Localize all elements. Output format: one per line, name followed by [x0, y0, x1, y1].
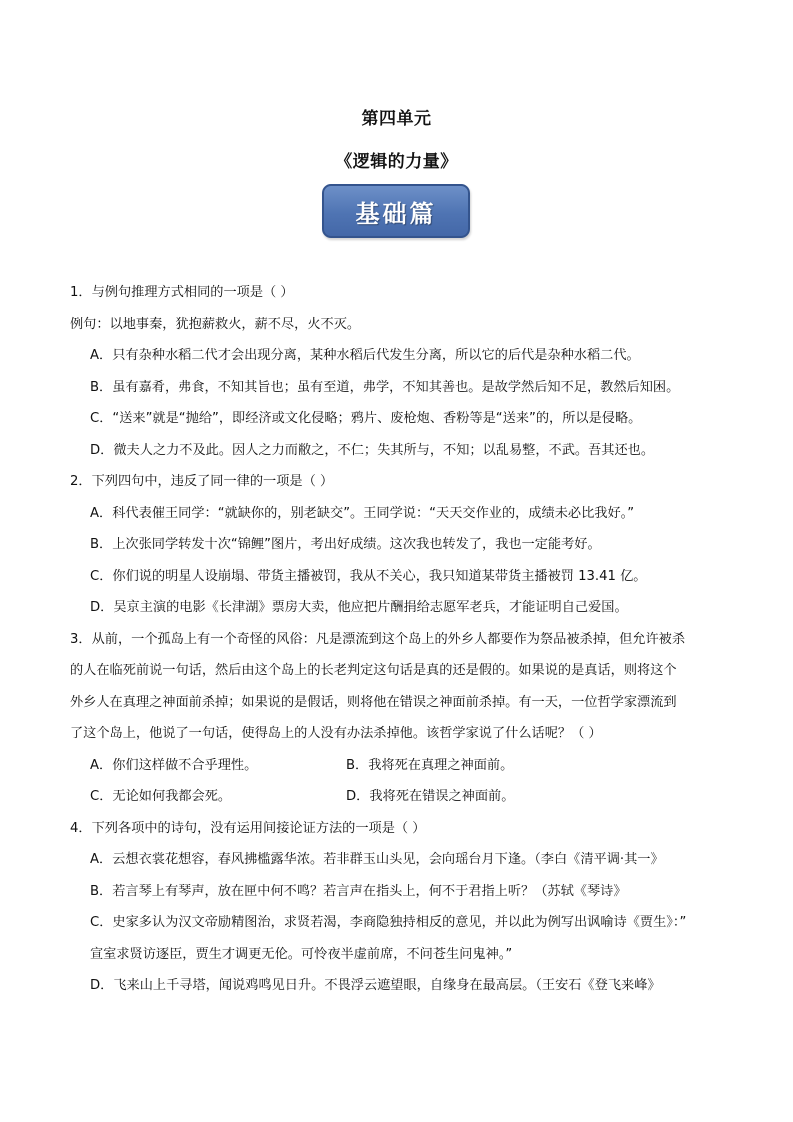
question-stem: 2．下列四句中，违反了同一律的一项是（ ） — [70, 474, 334, 489]
question-1 — [70, 277, 730, 466]
question-list — [70, 277, 730, 1002]
question-stem: 1．与例句推理方式相同的一项是（ ） — [70, 285, 294, 300]
option-d: D．我将死在错误之神面前。 — [346, 789, 515, 804]
option-b: B．虽有嘉肴，弗食，不知其旨也；虽有至道，弗学，不知其善也。是故学然后知不足，教然后知困。 — [90, 379, 680, 395]
option-a: A．云想衣裳花想容，春风拂槛露华浓。若非群玉山头见，会向瑶台月下逢。（李白《清平调·其一》 — [90, 852, 664, 867]
question-stem-line: 的人在临死前说一句话，然后由这个岛上的长老判定这句话是真的还是假的。如果说的是真话，则将这个 — [70, 663, 677, 678]
question-stem: 4．下列各项中的诗句，没有运用间接论证方法的一项是（ ） — [70, 820, 426, 836]
option-b: B．上次张同学转发十次“锦鲤”图片，考出好成绩。这次我也转发了，我也一定能考好。 — [90, 537, 601, 552]
question-2 — [70, 466, 730, 624]
option-d: D．飞来山上千寻塔，闻说鸡鸣见日升。不畏浮云遮望眼，自缘身在最高层。（王安石《登飞来峰》 — [90, 978, 661, 993]
question-3 — [70, 624, 730, 813]
lesson-title: 《逻辑的力量》 — [335, 152, 458, 172]
option-a: A．科代表催王同学：“就缺你的，别老缺交”。王同学说：“天天交作业的，成绩未必比我好。” — [90, 505, 635, 521]
section-badge — [322, 184, 470, 238]
example-sentence: 例句：以地事秦，犹抱薪救火，薪不尽，火不灭。 — [70, 316, 361, 332]
question-4 — [70, 813, 730, 1002]
option-c: C．“送来”就是“抛给”，即经济或文化侵略；鸦片、废枪炮、香粉等是“送来”的，所以是侵略。 — [90, 411, 642, 426]
section-badge-label: 基础篇 — [355, 198, 437, 228]
question-stem-line: 3．从前，一个孤岛上有一个奇怪的风俗：凡是漂流到这个岛上的外乡人都要作为祭品被杀掉，但允许被杀 — [70, 631, 686, 647]
option-c: C．史家多认为汉文帝励精图治，求贤若渴，李商隐独持相反的意见，并以此为例写出讽喻诗《贾生》：” — [90, 915, 687, 930]
question-stem-line: 了这个岛上，他说了一句话，使得岛上的人没有办法杀掉他。该哲学家说了什么话呢？（ ） — [70, 726, 602, 741]
option-c: C．你们说的明星人设崩塌、带货主播被罚，我从不关心，我只知道某带货主播被罚 13.41 亿。 — [90, 568, 647, 584]
option-d: D．微夫人之力不及此。因人之力而敝之，不仁；失其所与，不知；以乱易整，不武。吾其还也。 — [90, 442, 655, 458]
option-row — [70, 750, 730, 782]
option-a: A．只有杂种水稻二代才会出现分离，某种水稻后代发生分离，所以它的后代是杂种水稻二代。 — [90, 348, 640, 363]
option-c: C．无论如何我都会死。 — [90, 789, 232, 804]
option-row — [70, 781, 730, 813]
option-c-continued: 宣室求贤访逐臣，贾生才调更无伦。可怜夜半虚前席，不问苍生问鬼神。” — [90, 946, 513, 962]
unit-title: 第四单元 — [361, 109, 432, 129]
option-d: D．吴京主演的电影《长津湖》票房大卖，他应把片酬捐给志愿军老兵，才能证明自己爱国。 — [90, 600, 628, 615]
option-b: B．我将死在真理之神面前。 — [346, 757, 514, 773]
option-a: A．你们这样做不合乎理性。 — [90, 757, 258, 773]
question-stem-line: 外乡人在真理之神面前杀掉；如果说的是假话，则将他在错误之神面前杀掉。有一天，一位哲学家漂流到 — [70, 694, 677, 710]
option-b: B．若言琴上有琴声，放在匣中何不鸣？若言声在指头上，何不于君指上听？（苏轼《琴诗》 — [90, 883, 627, 899]
